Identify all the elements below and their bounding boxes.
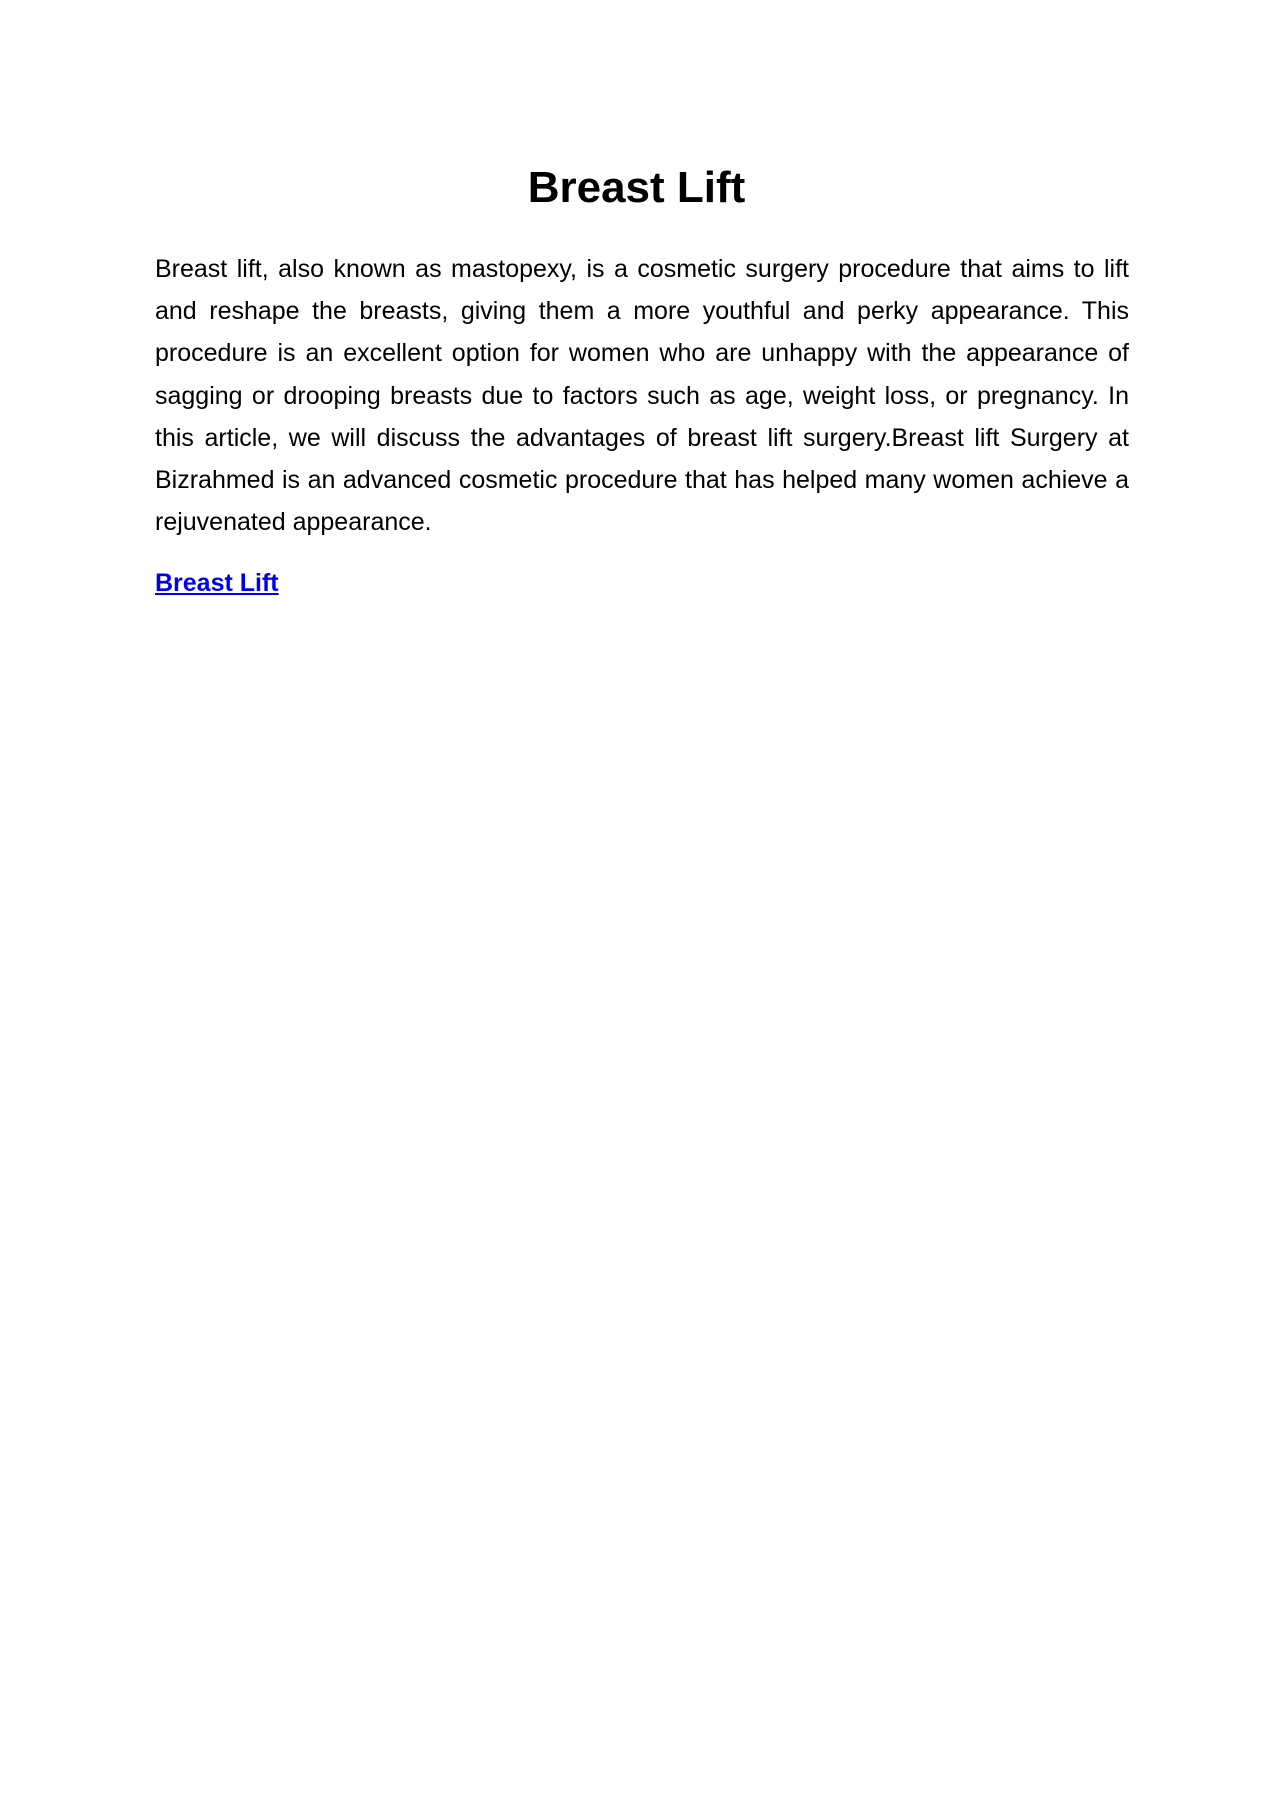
body-paragraph: Breast lift, also known as mastopexy, is a cosmetic surgery procedure that aims to lift and reshape the breasts, giving them a more youthful and perky appearance. This procedure is an excellent option for women who are unhappy with the appearance of sagging or drooping breasts due to factors such as age, weight loss, or pregnancy. In this article, we will discuss the advantages of breast lift surgery.Breast lift Surgery at Bizrahmed is an advanced cosmetic procedure that has helped many women achieve a rejuvenated appearance. [155,255,1129,537]
breast-lift-link[interactable]: Breast Lift [155,569,279,597]
page-title: Breast Lift [527,163,746,212]
